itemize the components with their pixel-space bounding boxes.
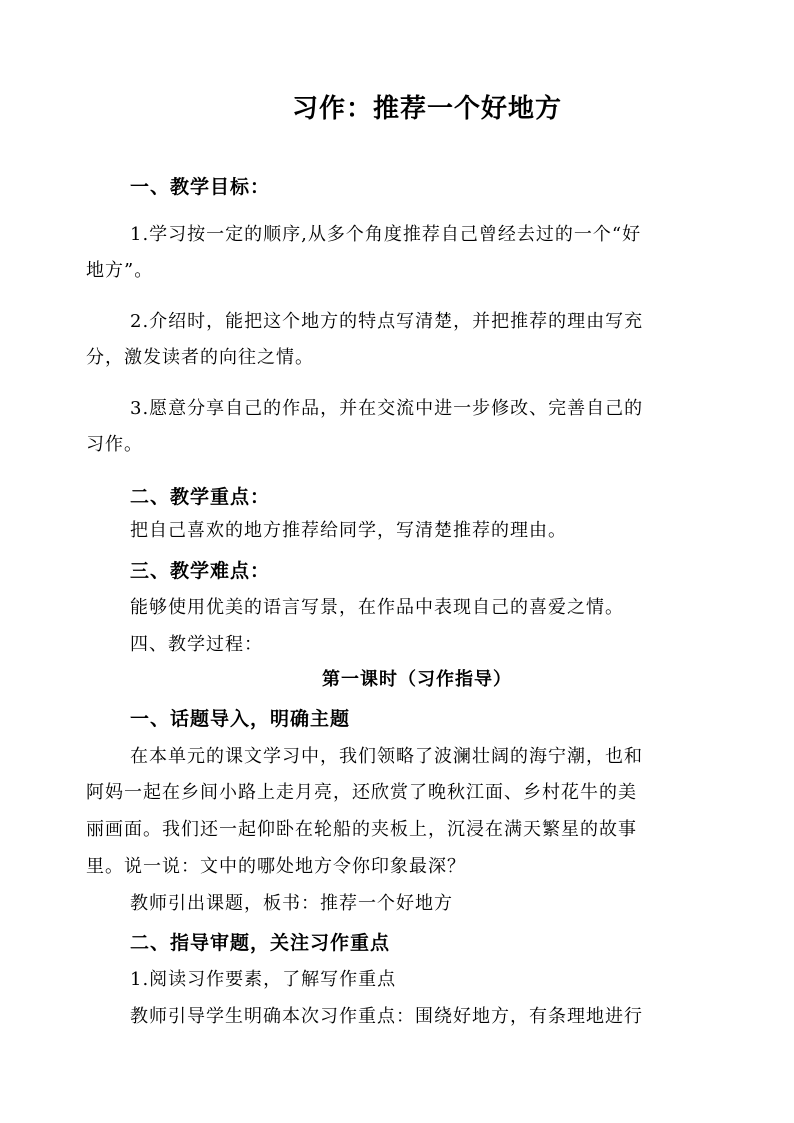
intro-para-line-3: 丽画面。我们还一起仰卧在轮船的夹板上，沉浸在满天繁星的故事	[86, 819, 637, 840]
board-writing-line: 教师引出课题，板书：推荐一个好地方	[130, 893, 453, 914]
step-heading-review-topic: 二、指导审题，关注习作重点	[130, 932, 391, 954]
review-para-line-1: 教师引导学生明确本次习作重点：围绕好地方，有条理地进行	[130, 1006, 643, 1027]
objective-1-line-2: 地方”。	[86, 260, 154, 281]
section-heading-key-points: 二、教学重点：	[130, 486, 271, 508]
objective-2-line-2: 分，激发读者的向往之情。	[86, 347, 314, 368]
objective-2-line-1: 2.介绍时，能把这个地方的特点写清楚，并把推荐的理由写充	[130, 311, 644, 332]
intro-para-line-4: 里。说一说：文中的哪处地方令你印象最深？	[86, 856, 466, 877]
section-heading-process: 四、教学过程：	[130, 634, 263, 655]
objective-3-line-2: 习作。	[86, 434, 143, 455]
key-points-text: 把自己喜欢的地方推荐给同学，写清楚推荐的理由。	[130, 520, 567, 541]
section-heading-difficulties: 三、教学难点：	[130, 560, 271, 582]
difficulties-text: 能够使用优美的语言写景，在作品中表现自己的喜爱之情。	[130, 597, 624, 618]
intro-para-line-1: 在本单元的课文学习中，我们领略了波澜壮阔的海宁潮，也和	[130, 746, 643, 767]
section-heading-objectives: 一、教学目标：	[130, 176, 271, 198]
intro-para-line-2: 阿妈一起在乡间小路上走月亮，还欣赏了晚秋江面、乡村花牛的美	[86, 782, 637, 803]
objective-3-line-1: 3.愿意分享自己的作品，并在交流中进一步修改、完善自己的	[130, 398, 644, 419]
review-item-1: 1.阅读习作要素，了解写作重点	[130, 969, 397, 990]
objective-1-line-1: 1.学习按一定的顺序,从多个角度推荐自己曾经去过的一个“好	[130, 224, 642, 245]
step-heading-topic-intro: 一、话题导入，明确主题	[130, 708, 351, 730]
document-title: 习作：推荐一个好地方	[291, 94, 562, 124]
lesson-subtitle: 第一课时（习作指导）	[322, 669, 512, 690]
